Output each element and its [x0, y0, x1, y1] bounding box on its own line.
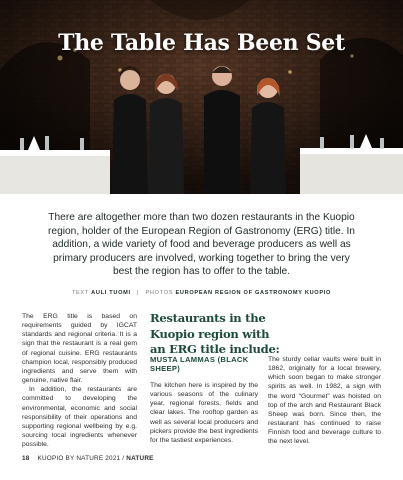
restaurant-name: MUSTA LAMMAS (BLACK SHEEP): [150, 355, 249, 374]
article-credits: [0, 290, 403, 296]
page-footer: [22, 455, 154, 462]
credit-text-author: AULI TUOMI: [91, 290, 131, 296]
left-paragraph-1: The ERG title is based on requirements guided by IGCAT standards and regional criteria. It is a sign that the restaurant is a real gem of regional cuisine. ERG restaurants champion local, responsibly produced ingredients and serve them with genuine, native flair.: [22, 313, 137, 385]
magazine-name: KUOPIO BY NATURE 2021 /: [37, 455, 125, 462]
credit-separator: |: [137, 290, 140, 296]
restaurant-description-1: The kitchen here is inspired by the various seasons of the culinary year, regional forests, fields and clear lakes. The rooftop garden as well as several local producers and pickers provide the best ingredients for the tastiest experiences.: [150, 382, 258, 444]
credit-text-label: TEXT: [71, 290, 89, 296]
hero-photo: [0, 0, 403, 194]
credit-photos-label: PHOTOS: [145, 290, 174, 296]
credit-photos-author: EUROPEAN REGION OF GASTRONOMY KUOPIO: [175, 290, 332, 296]
intro-lede: There are altogether more than two dozen restaurants in the Kuopio region, holder of the European Region of Gastronomy (ERG) title. In addition, a wide variety of food and beverage producers as well as primary producers are involved, working together to bring the very best the region has to offer to the table.: [48, 212, 355, 278]
page-number: 18: [22, 455, 30, 462]
left-column: [22, 312, 137, 449]
restaurants-heading: Restaurants in the Kuopio region with an ERG title include:: [150, 311, 280, 356]
section-name: NATURE: [126, 455, 154, 462]
article-title: The Table Has Been Set: [58, 30, 345, 56]
left-paragraph-2: In addition, the restaurants are committed to developing the environmental, economic and social responsibility of their operations and supporting regional wellbeing by e.g. sourcing local ingredients whenever possible.: [22, 386, 137, 449]
restaurant-description-2: The sturdy cellar vaults were built in 1862, originally for a local brewery, which soon began to make stronger spirits as well. In 1982, a sign with the word “Gourmet” was hoisted on top of the arch and Restaurant Black Sheep was born. Since then, the restaurant has continued to raise Finnish food and beverage culture to the next level.: [268, 356, 381, 446]
